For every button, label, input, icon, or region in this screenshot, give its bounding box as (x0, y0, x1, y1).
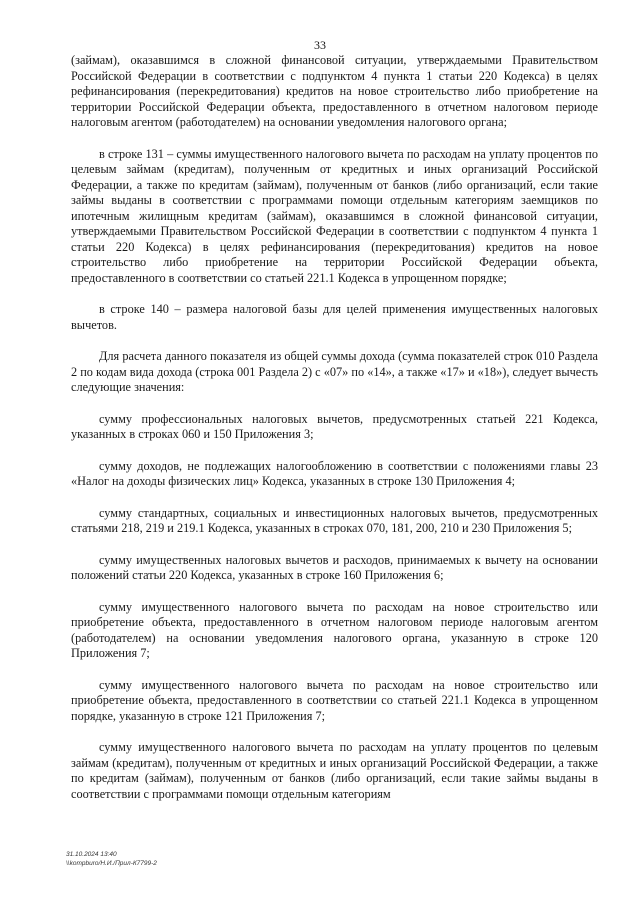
paragraph-line-121: сумму имущественного налогового вычета по расходам на новое строительство или приобретение объекта, предоставленного в соответствии со статьей 221.1 Кодекса в упрощенном порядке, указанную в строке 121 Приложения 7; (71, 677, 598, 723)
footer-timestamp: 31.10.2024 13:40 (66, 851, 117, 858)
paragraph-continuation: (займам), оказавшимся в сложной финансовой ситуации, утверждаемыми Правительством Российской Федерации в соответствии с подпунктом 4 пункта 1 статьи 220 Кодекса) в целях рефинансирования (перекредитования) кредитов на новое строительство либо приобретение на территории Российской Федерации объекта, предоставленного в отчетном налоговом периоде налоговым агентом (работодателем) на основании уведомления налогового органа; (71, 53, 598, 129)
paragraph-line-120: сумму имущественного налогового вычета по расходам на новое строительство или приобретение объекта, предоставленного в отчетном налоговом периоде налоговым агентом (работодателем) на основании уведомления налогового органа, указанную в строке 120 Приложения 7; (71, 599, 598, 660)
page-number: 33 (314, 38, 326, 52)
paragraph-standard-social-investment: сумму стандартных, социальных и инвестиционных налоговых вычетов, предусмотренных статьями 218, 219 и 219.1 Кодекса, указанных в строках 070, 181, 200, 210 и 230 Приложения 5; (71, 505, 598, 535)
paragraph-calculation-intro: Для расчета данного показателя из общей суммы дохода (сумма показателей строк 010 Раздела 2 по кодам вида дохода (строка 001 Раздела 2) с «07» по «14», а также «17» и «18»), следует вычесть следующие значения: (71, 349, 598, 394)
paragraph-line-140: в строке 140 – размера налоговой базы для целей применения имущественных налоговых вычетов. (71, 302, 598, 332)
paragraph-property-deductions: сумму имущественных налоговых вычетов и расходов, принимаемых к вычету на основании положений статьи 220 Кодекса, указанных в строке 160 Приложения 6; (71, 552, 598, 582)
paragraph-interest-deduction: сумму имущественного налогового вычета по расходам на уплату процентов по целевым займам (кредитам), полученным от кредитных и иных организаций Российской Федерации, а также по кредитам (займам), полученным от банков (либо организаций, если такие займы выданы в соответствии с программами помощи отдельным категориям (71, 740, 598, 801)
paragraph-line-131: в строке 131 – суммы имущественного налогового вычета по расходам на уплату процентов по целевым займам (кредитам), полученным от кредитных и иных организаций Российской Федерации, а также по кредитам (займам), полученным от банков (либо организаций, если такие займы выданы в соответствии с программами помощи отдельным категориям заемщиков по ипотечным жилищным кредитам (займам), оказавшимся в сложной финансовой ситуации, утверждаемыми Правительством Российской Федерации в соответствии с подпунктом 4 пункта 1 статьи 220 Кодекса) в целях рефинансирования (перекредитования) кредитов на новое строительство либо приобретение на территории Российской Федерации объекта, предоставленного в соответствии со статьей 221.1 Кодекса в упрощенном порядке; (71, 146, 598, 285)
document-body (71, 53, 598, 802)
paragraph-non-taxable-income: сумму доходов, не подлежащих налогообложению в соответствии с положениями главы 23 «Налог на доходы физических лиц» Кодекса, указанных в строке 130 Приложения 4; (71, 458, 598, 488)
document-footer (66, 850, 157, 868)
footer-file-path: \\kompburo/Н.И./Прил-К7799-2 (66, 860, 157, 867)
paragraph-professional-deductions: сумму профессиональных налоговых вычетов, предусмотренных статьей 221 Кодекса, указанных в строках 060 и 150 Приложения 3; (71, 411, 598, 441)
